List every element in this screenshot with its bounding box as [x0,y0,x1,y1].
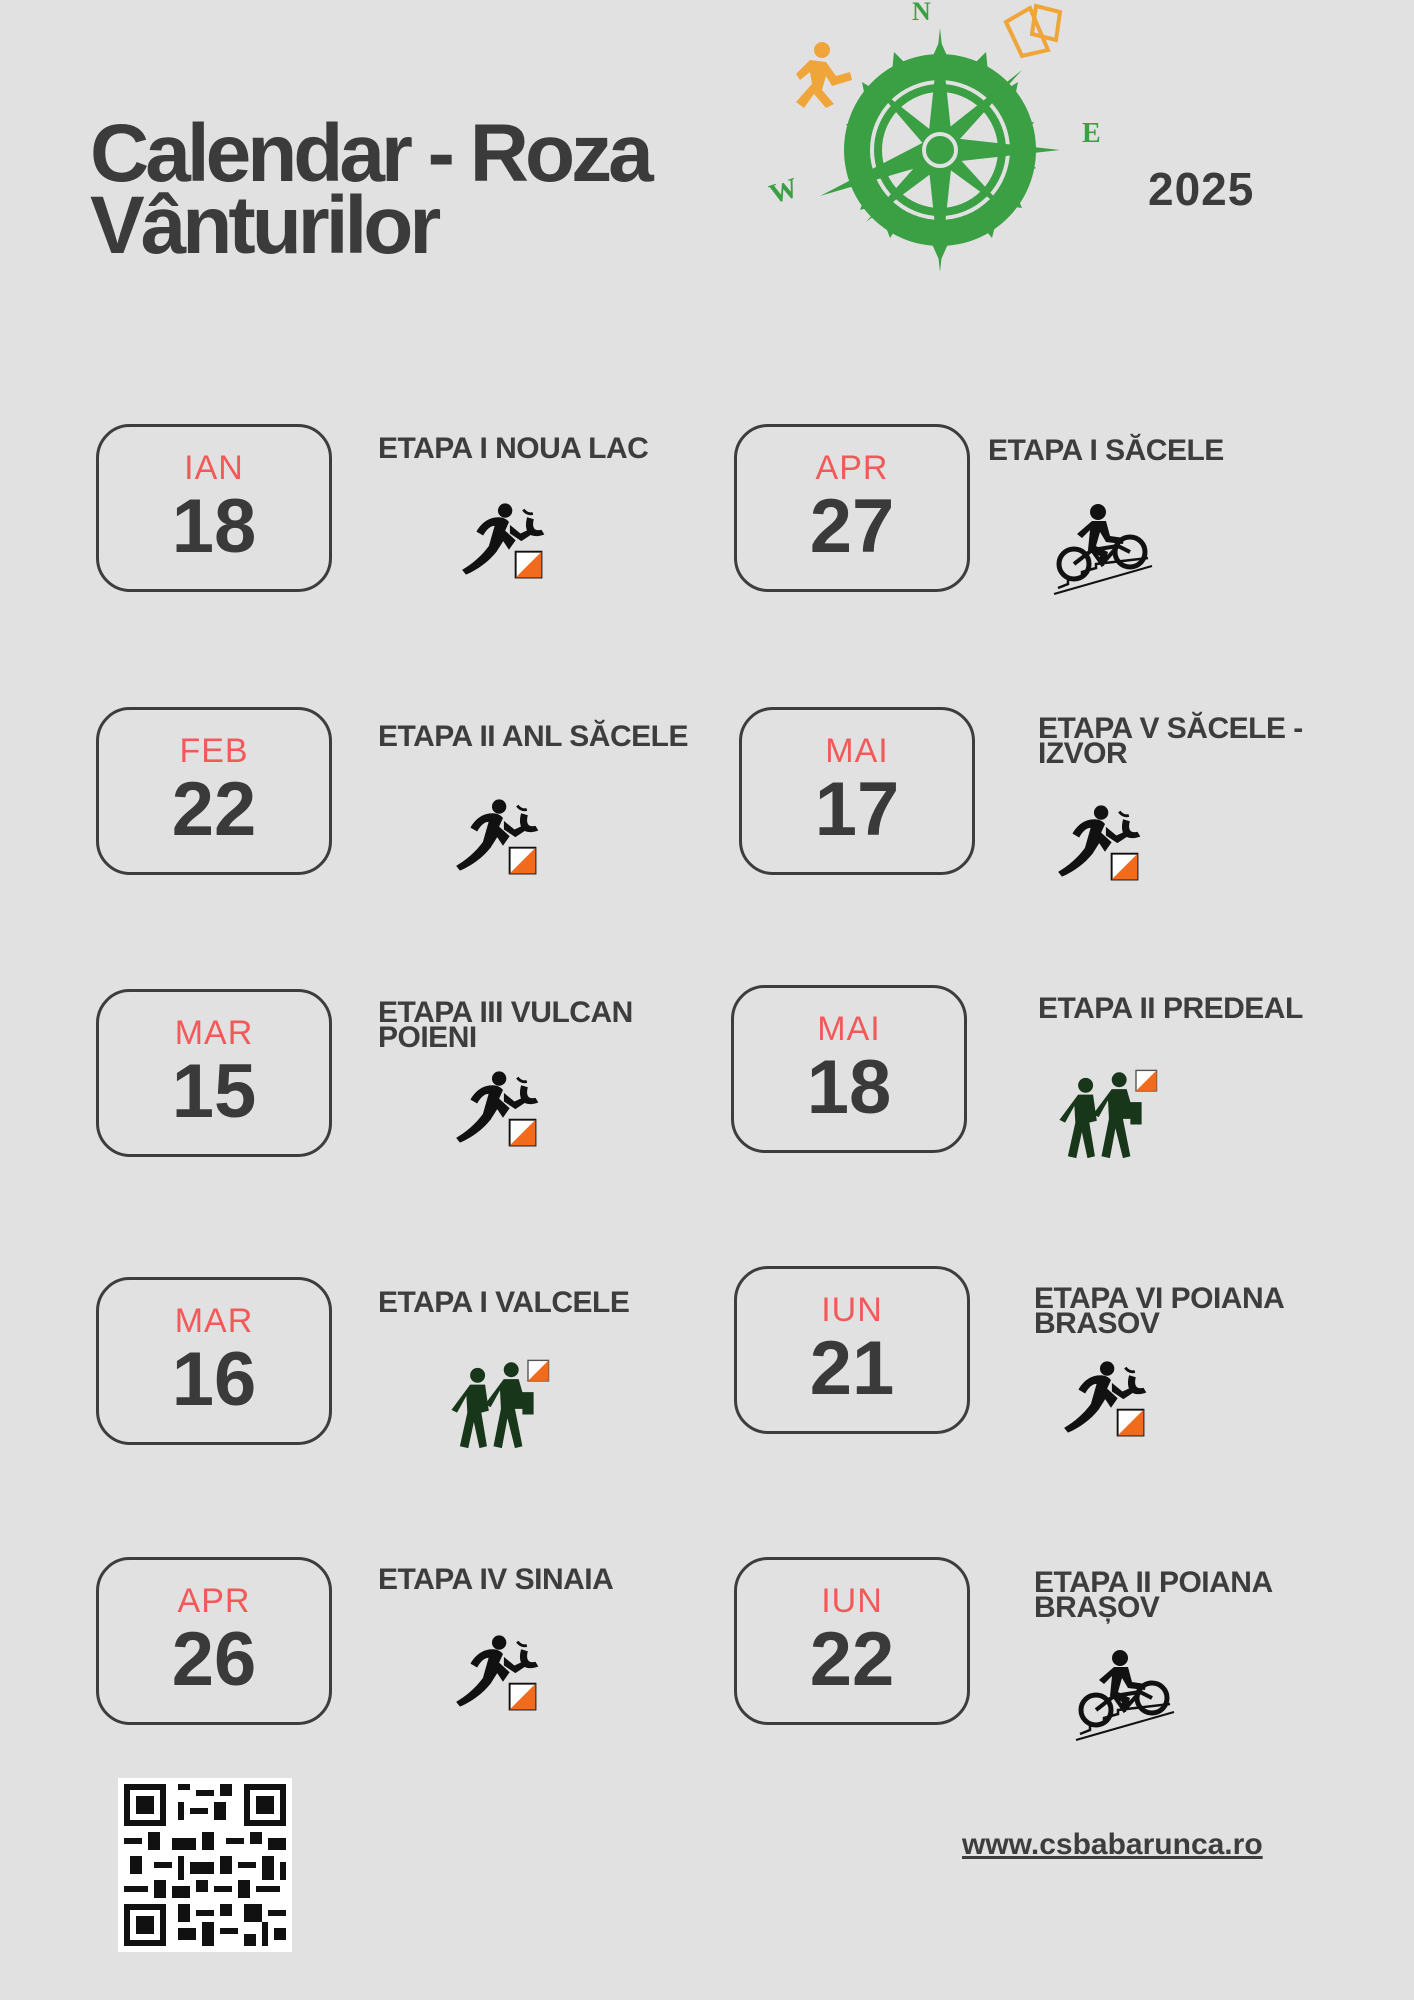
compass-west-letter: W [765,172,802,211]
runner-orienteering-icon [1056,804,1152,890]
date-badge [739,707,975,875]
date-badge [734,424,970,592]
event-day: 15 [171,1049,257,1134]
event-month: MAR [174,1014,254,1052]
date-badge [96,989,332,1157]
compass-center-icon [924,134,956,166]
event-title: ETAPA V SĂCELE - IZVOR [1038,712,1303,770]
compass-logo-icon [760,0,1120,280]
event-day: 18 [171,484,257,569]
event-day: 17 [814,767,900,852]
event-day: 22 [809,1617,895,1702]
event-title: ETAPA II PREDEAL [1038,992,1303,1025]
website-link[interactable]: www.csbabarunca.ro [962,1828,1263,1861]
event-title: ETAPA I VALCELE [378,1286,630,1319]
date-badge [96,1277,332,1445]
date-badge [96,707,332,875]
event-day: 27 [809,484,895,569]
date-badge [734,1557,970,1725]
page-title [90,108,650,271]
year-label: 2025 [1148,163,1255,215]
date-badge [734,1266,970,1434]
event-month: MAR [174,1302,254,1340]
date-badge [96,1557,332,1725]
event-day: 18 [806,1045,892,1130]
runner-orienteering-icon [460,502,556,588]
title-line-1: Calendar - Roza [90,108,650,199]
mountain-bike-icon [1048,500,1158,600]
compass-north-letter: N [912,0,931,26]
event-title: ETAPA II POIANA BRAȘOV [1034,1566,1272,1624]
event-month: MAI [817,1010,881,1048]
event-title: ETAPA I NOUA LAC [378,432,649,465]
event-day: 26 [171,1617,257,1702]
qr-code-icon[interactable] [118,1778,292,1952]
event-title: ETAPA II ANL SĂCELE [378,720,688,753]
event-month: APR [177,1582,251,1620]
event-day: 16 [171,1337,257,1422]
event-day: 21 [809,1326,895,1411]
event-month: MAI [825,732,889,770]
event-month: APR [815,449,889,487]
date-badge [96,424,332,592]
event-month: IUN [821,1582,883,1620]
hikers-orienteering-icon [444,1356,556,1460]
hikers-orienteering-icon [1052,1066,1164,1170]
runner-orienteering-icon [1062,1360,1158,1446]
runner-orienteering-icon [454,1634,550,1720]
runner-orienteering-icon [454,1070,550,1156]
event-day: 22 [171,767,257,852]
running-figure-icon [796,42,852,108]
map-control-flag-icon [1006,6,1060,56]
event-title: ETAPA IV SINAIA [378,1563,614,1596]
compass-east-letter: E [1082,118,1101,149]
title-line-2: Vânturilor [90,180,438,271]
event-month: FEB [179,732,249,770]
runner-orienteering-icon [454,798,550,884]
event-title: ETAPA VI POIANA BRASOV [1034,1282,1284,1340]
event-title: ETAPA III VULCAN POIENI [378,996,633,1054]
event-month: IUN [821,1291,883,1329]
date-badge [731,985,967,1153]
mountain-bike-icon [1070,1646,1180,1746]
event-title: ETAPA I SĂCELE [988,434,1224,467]
event-month: IAN [184,449,244,487]
